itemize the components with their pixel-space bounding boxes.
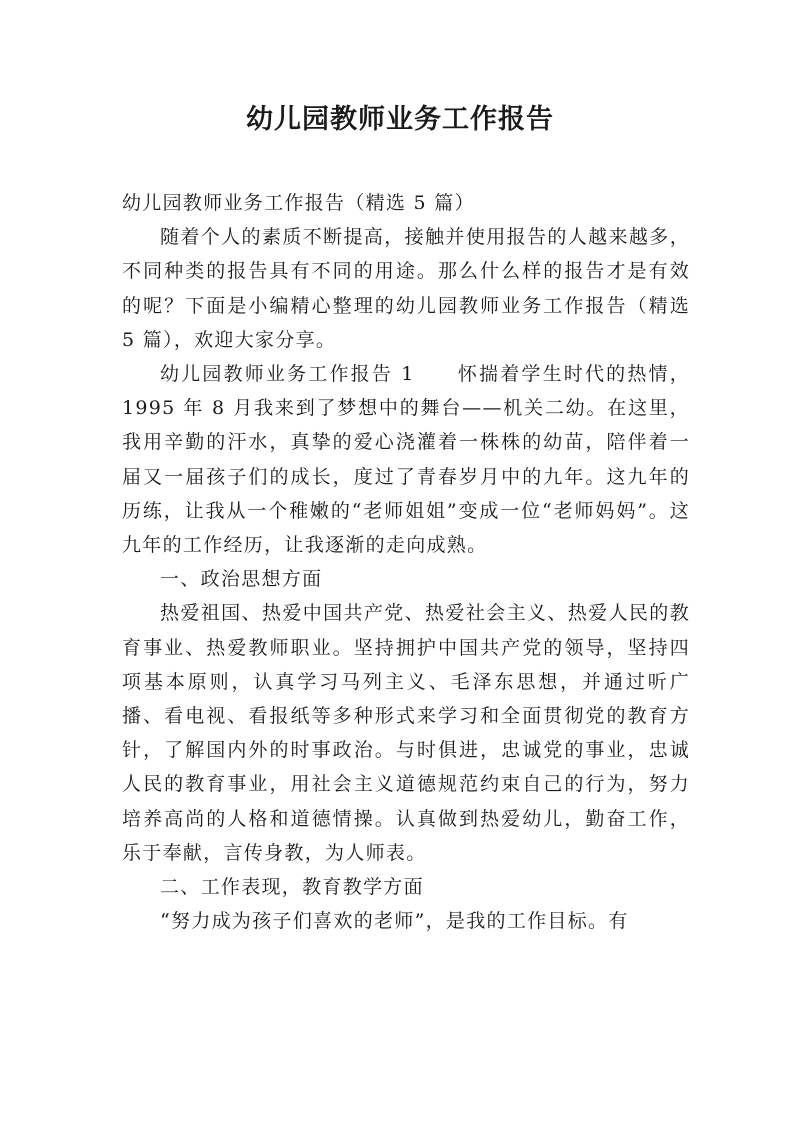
section2-paragraph: “努力成为孩子们喜欢的老师”，是我的工作目标。有 bbox=[160, 910, 629, 933]
intro-paragraph: 随着个人的素质不断提高，接触并使用报告的人越来越多，不同种类的报告具有不同的用途。那么什么样的报告才是有效的呢？下面是小编精心整理的幼儿园教师业务工作报告（精选 5 篇），欢迎大家分享。 bbox=[122, 226, 690, 351]
section2-heading: 二、工作表现，教育教学方面 bbox=[160, 876, 424, 899]
document-subtitle: 幼儿园教师业务工作报告（精选 5 篇） bbox=[122, 192, 475, 214]
document-title: 幼儿园教师业务工作报告 bbox=[246, 104, 554, 135]
report1-paragraph: 幼儿园教师业务工作报告 1 怀揣着学生时代的热情，1995 年 8 月我来到了梦想中的舞台——机关二幼。在这里，我用辛勤的汗水，真挚的爱心浇灌着一株株的幼苗，陪伴着一届又一届孩子们的成长，度过了青春岁月中的九年。这九年的历练，让我从一个稚嫩的“老师姐姐”变成一位“老师妈妈”。这九年的工作经历，让我逐渐的走向成熟。 bbox=[122, 363, 690, 557]
section1-heading: 一、政治思想方面 bbox=[160, 568, 323, 591]
document-body bbox=[122, 186, 690, 938]
section1-paragraph: 热爱祖国、热爱中国共产党、热爱社会主义、热爱人民的教育事业、热爱教师职业。坚持拥护中国共产党的领导，坚持四项基本原则，认真学习马列主义、毛泽东思想，并通过听广播、看电视、看报纸等多种形式来学习和全面贯彻党的教育方针，了解国内外的时事政治。与时俱进，忠诚党的事业，忠诚人民的教育事业，用社会主义道德规范约束自己的行为，努力培养高尚的人格和道德情操。认真做到热爱幼儿，勤奋工作，乐于奉献，言传身教，为人师表。 bbox=[122, 602, 690, 864]
